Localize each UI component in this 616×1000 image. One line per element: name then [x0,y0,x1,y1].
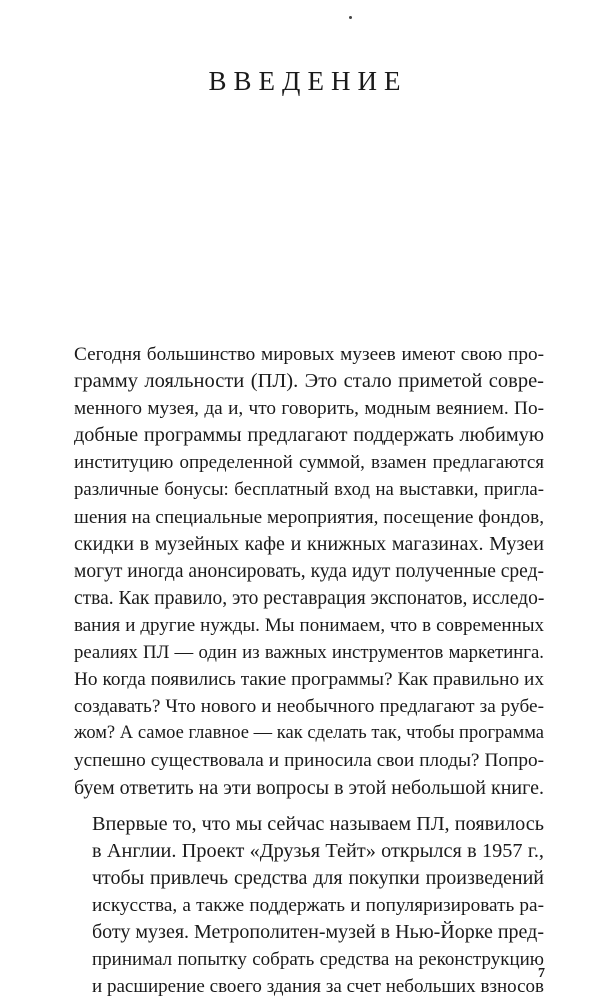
text-line: институцию определенной суммой, взамен предлагаются [74,452,544,474]
text-line: Но когда появились такие программы? Как правильно их [74,669,544,691]
text-line: в Англии. Проект «Друзья Тейт» открылся в 1957 г., [92,839,544,862]
chapter-title: ВВЕДЕНИЕ [208,66,408,96]
text-line: различные бонусы: бесплатный вход на выставки, пригла- [74,479,544,501]
text-line: могут иногда анонсировать, куда идут полученные сред- [74,560,544,582]
print-speck [349,16,352,19]
paragraph-1 [74,341,544,802]
text-line: жом? А самое главное — как сделать так, чтобы программа [74,723,544,744]
text-line: менного музея, да и, что говорить, модным веянием. По- [74,398,544,420]
text-line: добные программы предлагают поддержать любимую [74,424,544,447]
text-line: скидки в музейных кафе и книжных магазинах. Музеи [74,532,544,555]
text-line: ства. Как правило, это реставрация экспонатов, исследо- [74,587,545,609]
text-line: искусства, а также поддержать и популяризировать ра- [92,894,544,916]
text-line: Сегодня большинство мировых музеев имеют свою про- [74,344,544,365]
text-line: грамму лояльности (ПЛ). Это стало приметой совре- [74,370,544,393]
text-line: успешно существовала и приносила свои плоды? Попро- [74,750,544,772]
paragraph-2 [74,811,544,1000]
text-line: реалиях ПЛ — один из важных инструментов маркетинга. [74,642,544,664]
body-text [74,341,544,1000]
text-line: буем ответить на эти вопросы в этой небольшой книге. [74,776,544,799]
page-number: 7 [538,966,545,981]
text-line: шения на специальные мероприятия, посещение фондов, [74,506,545,528]
text-line: вания и другие нужды. Мы понимаем, что в современных [74,614,544,636]
text-line: Впервые то, что мы сейчас называем ПЛ, появилось [92,812,544,835]
text-line: и расширение своего здания за счет небольших взносов [92,976,544,998]
text-line: чтобы привлечь средства для покупки произведений [92,866,544,889]
text-line: принимал попытку собрать средства на реконструкцию [92,949,544,971]
text-line: боту музея. Метрополитен-музей в Нью-Йорке пред- [92,920,544,943]
text-line: создавать? Что нового и необычного предлагают за рубе- [74,696,544,718]
